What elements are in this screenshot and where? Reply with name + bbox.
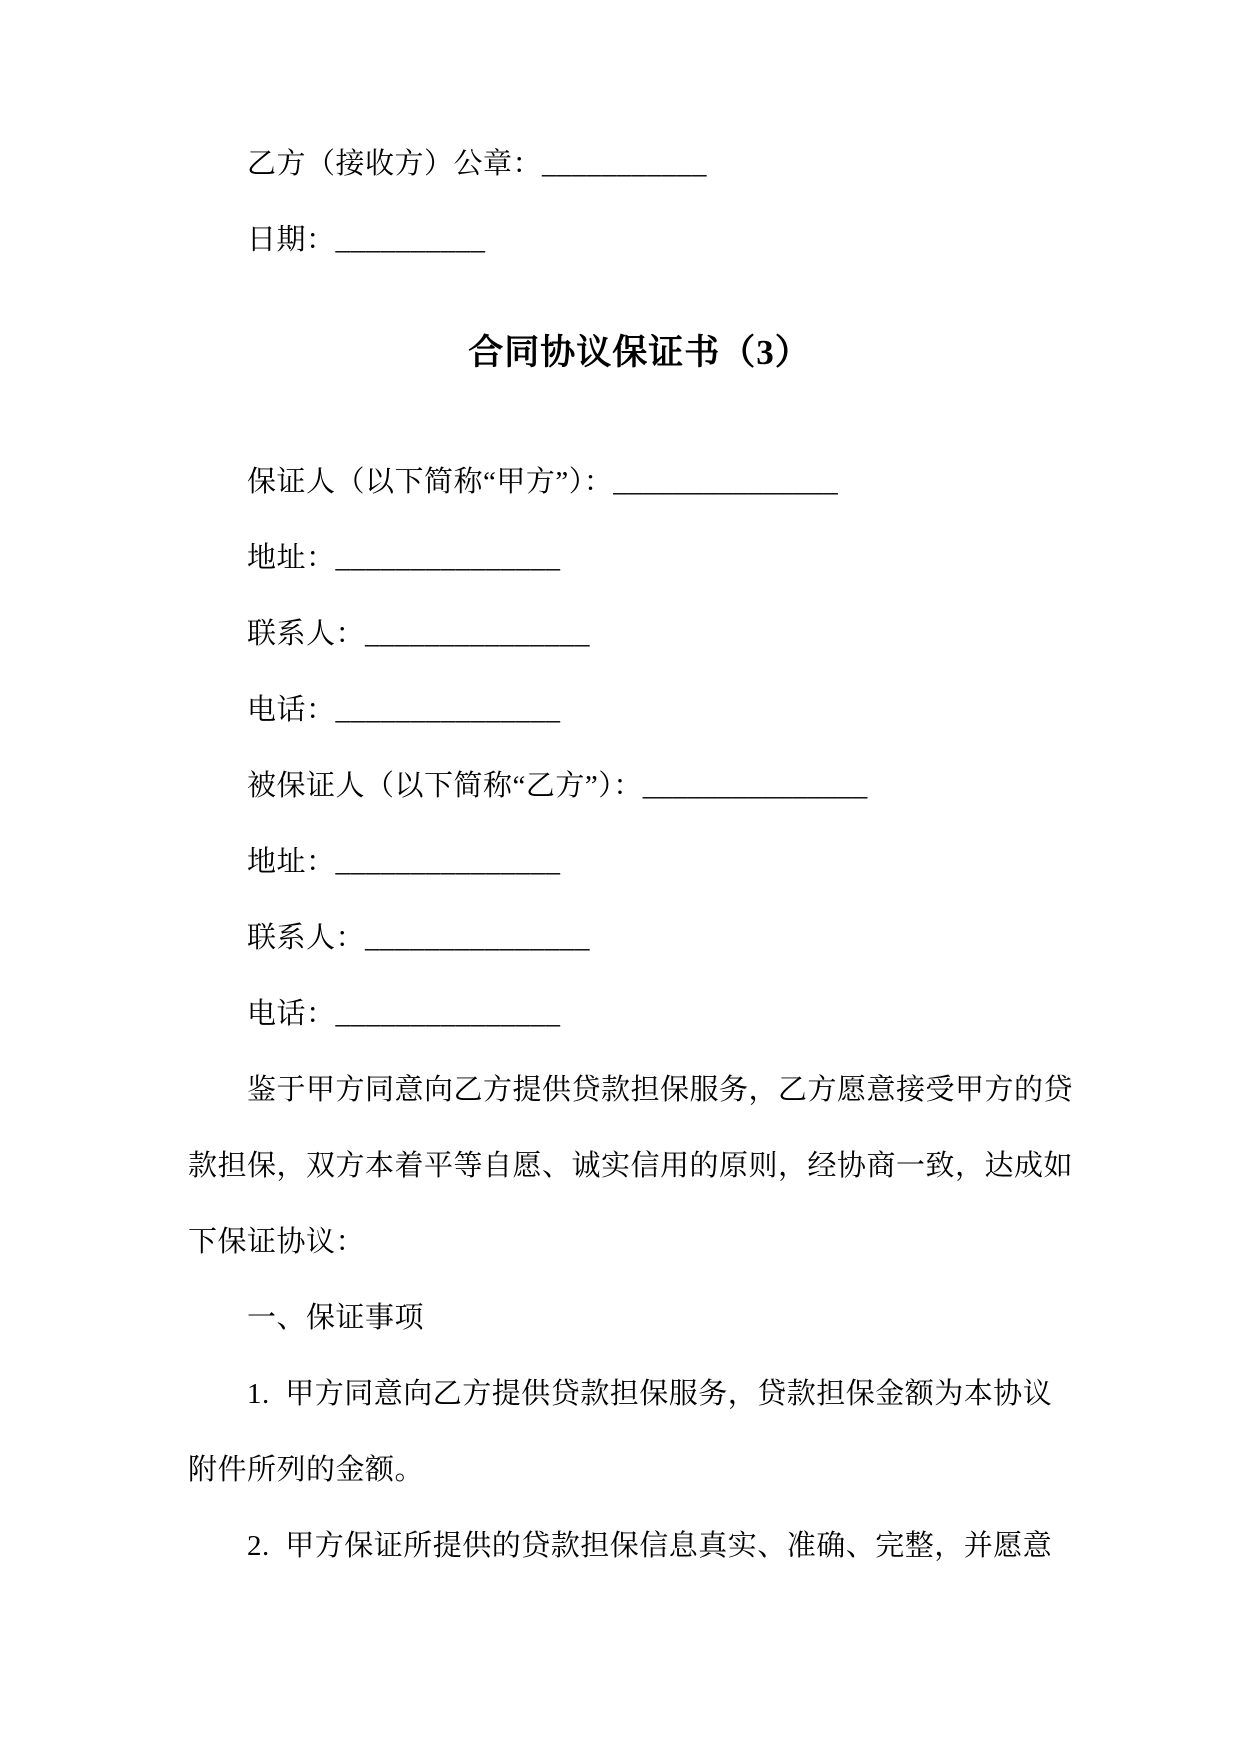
preamble-line-3: 下保证协议：	[188, 1226, 366, 1258]
guarantor-address-line: 地址：_______________	[247, 542, 561, 574]
clause-1-line-2: 附件所列的金额。	[188, 1454, 425, 1486]
party-b-seal-line: 乙方（接收方）公章：___________	[247, 148, 708, 180]
clause-2-line-1: 2. 甲方保证所提供的贷款担保信息真实、准确、完整，并愿意	[247, 1530, 1053, 1562]
document-title: 合同协议保证书（3）	[468, 333, 811, 372]
guaranteed-party-phone-line: 电话：_______________	[247, 998, 561, 1030]
guaranteed-party-name-line: 被保证人（以下简称“乙方”）：_______________	[247, 770, 868, 802]
guarantor-phone-line: 电话：_______________	[247, 694, 561, 726]
guaranteed-party-contact-line: 联系人：_______________	[247, 922, 591, 954]
section-1-heading: 一、保证事项	[247, 1302, 425, 1334]
guarantor-name-line: 保证人（以下简称“甲方”）：_______________	[247, 466, 839, 498]
date-line: 日期：__________	[247, 224, 486, 256]
preamble-line-1: 鉴于甲方同意向乙方提供贷款担保服务，乙方愿意接受甲方的贷	[247, 1074, 1074, 1106]
guaranteed-party-address-line: 地址：_______________	[247, 846, 561, 878]
preamble-line-2: 款担保，双方本着平等自愿、诚实信用的原则，经协商一致，达成如	[188, 1150, 1074, 1182]
clause-1-line-1: 1. 甲方同意向乙方提供贷款担保服务，贷款担保金额为本协议	[247, 1378, 1053, 1410]
guarantor-contact-line: 联系人：_______________	[247, 618, 591, 650]
